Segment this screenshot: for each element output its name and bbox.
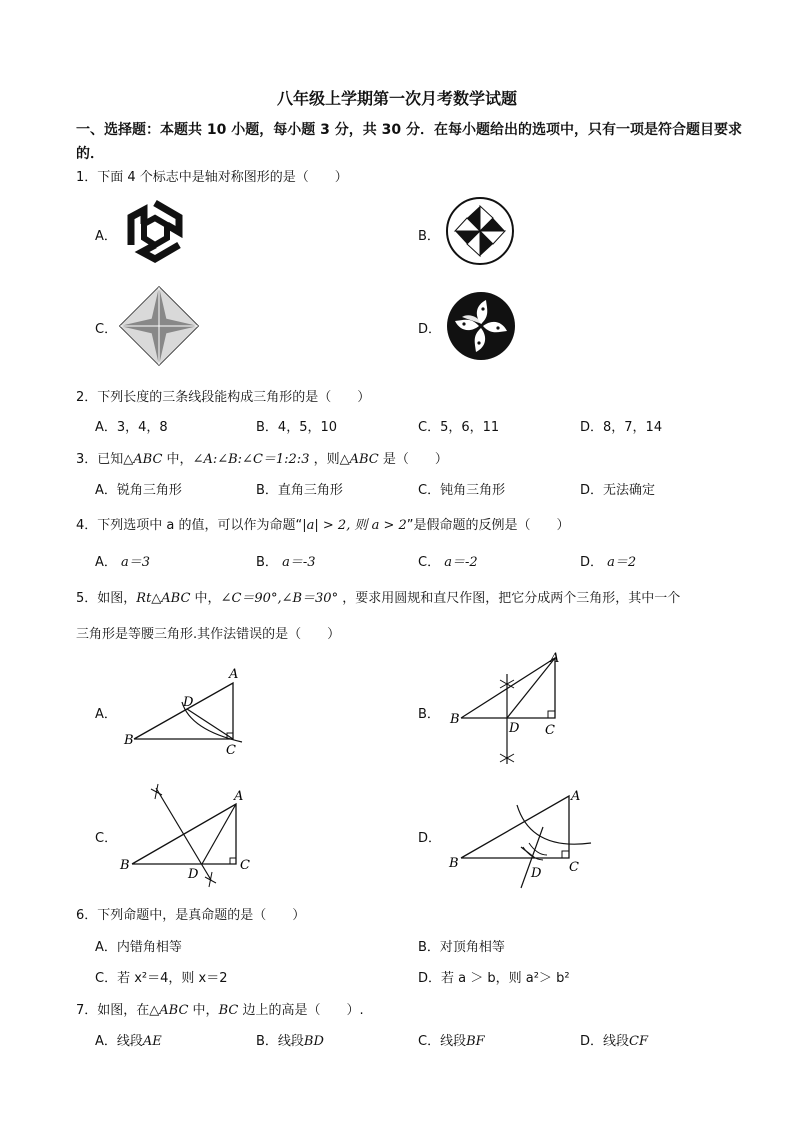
- fig-a-point-a: A: [229, 667, 239, 682]
- q3-option-d: D．无法确定: [580, 483, 656, 498]
- q5-option-a-label: A．: [95, 707, 117, 722]
- question-1-stem: 1．下面 4 个标志中是轴对称图形的是（ ）: [76, 170, 348, 185]
- q5-prefix: 5．如图，: [76, 591, 137, 606]
- q3-option-a: A．锐角三角形: [95, 483, 182, 498]
- interlocking-hexagon-logo-icon: [122, 198, 188, 264]
- q4-option-a-value: a＝3: [121, 555, 151, 570]
- fig-c-point-a: A: [234, 789, 244, 804]
- q2-option-a: A．3，4，8: [95, 420, 168, 435]
- q4-option-d-label: D．: [580, 555, 604, 570]
- q1-option-a-label: A．: [95, 229, 117, 244]
- q4-option-a: [95, 551, 150, 570]
- q6-option-a: A．内错角相等: [95, 940, 182, 955]
- q7-option-d-label: D．线段: [580, 1034, 630, 1049]
- section-heading: 一、选择题：本题共 10 小题，每小题 3 分，共 30 分．在每小题给出的选项中，只有一项是符合题目要求的．: [76, 122, 742, 162]
- fig-a-point-b: B: [124, 733, 134, 748]
- q4-condition: |a| > 2, 则 a > 2: [302, 518, 407, 533]
- q7-option-d-value: CF: [629, 1034, 648, 1049]
- fig-b-point-c: C: [545, 723, 555, 738]
- fig-a-point-c: C: [226, 743, 236, 758]
- q7-mid: 中，: [188, 1003, 219, 1018]
- q7-option-c: [418, 1030, 485, 1049]
- q2-option-b: B．4，5，10: [256, 420, 338, 435]
- diamond-quadrant-logo-icon: [118, 285, 200, 367]
- q3-mid2: ，则: [309, 452, 340, 467]
- q2-option-d: D．8，7，14: [580, 420, 663, 435]
- q4-option-d: [580, 551, 636, 570]
- q5-triangle: Rt△ABC: [136, 591, 191, 606]
- q3-prefix: 3．已知: [76, 452, 124, 467]
- q4-option-b: [256, 551, 315, 570]
- q4-prefix: 4．下列选项中 a 的值，可以作为命题“: [76, 518, 303, 533]
- q3-option-c: C．钝角三角形: [418, 483, 506, 498]
- q7-option-c-label: C．线段: [418, 1034, 467, 1049]
- q7-option-b-value: BD: [303, 1034, 324, 1049]
- q3-triangle: △ABC: [123, 452, 163, 467]
- q3-ratio: ∠A:∠B:∠C＝1:2:3: [192, 452, 310, 467]
- q4-option-b-label: B．: [256, 555, 278, 570]
- fig-c-point-b: B: [120, 858, 130, 873]
- q5-option-b-label: B．: [418, 707, 440, 722]
- q7-side: BC: [218, 1003, 239, 1018]
- fig-d-point-d: D: [531, 866, 542, 881]
- q3-option-b: B．直角三角形: [256, 483, 343, 498]
- q7-option-d: [580, 1030, 648, 1049]
- q4-option-c: [418, 551, 478, 570]
- q1-option-b-label: B．: [418, 229, 440, 244]
- q3-mid: 中，: [162, 452, 193, 467]
- question-5-stem-line1: [76, 587, 680, 606]
- q4-option-b-value: a＝-3: [282, 555, 316, 570]
- q4-option-d-value: a＝2: [607, 555, 637, 570]
- q5-mid: 中，: [190, 591, 221, 606]
- question-6-stem: 6．下列命题中，是真命题的是（ ）: [76, 908, 306, 923]
- q6-option-b: B．对顶角相等: [418, 940, 505, 955]
- question-3-stem: [76, 448, 448, 467]
- fig-a-point-d: D: [183, 695, 194, 710]
- fig-d-point-c: C: [569, 860, 579, 875]
- q2-option-c: C．5，6，11: [418, 420, 500, 435]
- fig-c-point-c: C: [240, 858, 250, 873]
- q5-angles: ∠C＝90°,∠B＝30°: [220, 591, 339, 606]
- fig-d-point-b: B: [449, 856, 459, 871]
- q7-option-b-label: B．线段: [256, 1034, 304, 1049]
- q7-triangle: △ABC: [149, 1003, 189, 1018]
- question-5-stem-line2: 三角形是等腰三角形.其作法错误的是（ ）: [76, 627, 341, 642]
- q5-figure-a: [120, 660, 250, 760]
- q1-option-d-label: D．: [418, 322, 442, 337]
- question-7-stem: [76, 999, 364, 1018]
- q7-option-a-value: AE: [142, 1034, 162, 1049]
- q6-option-c: C．若 x²＝4，则 x＝2: [95, 971, 228, 986]
- q5-option-c-label: C．: [95, 831, 118, 846]
- q5-option-d-label: D．: [418, 831, 442, 846]
- q5-figure-d: [445, 783, 600, 893]
- q7-suffix: 边上的高是（ ）.: [238, 1003, 364, 1018]
- q5-figure-b: [445, 646, 575, 770]
- q7-prefix: 7．如图，在: [76, 1003, 150, 1018]
- question-4-stem: [76, 514, 570, 533]
- fig-b-point-b: B: [450, 712, 460, 727]
- page-title: 八年级上学期第一次月考数学试题: [276, 89, 517, 108]
- bauhinia-flower-logo-icon: [446, 291, 516, 361]
- q7-option-c-value: BF: [466, 1034, 485, 1049]
- fig-d-point-a: A: [571, 789, 581, 804]
- q5-figure-c: [118, 780, 258, 890]
- pinwheel-circle-logo-icon: [445, 196, 515, 266]
- q4-option-c-label: C．: [418, 555, 441, 570]
- q4-option-a-label: A．: [95, 555, 117, 570]
- fig-c-point-d: D: [188, 867, 199, 882]
- q6-option-d: D．若 a ＞ b，则 a²＞ b²: [418, 971, 570, 986]
- q3-suffix: 是（ ）: [378, 452, 448, 467]
- fig-b-point-a: A: [550, 651, 560, 666]
- fig-b-point-d: D: [509, 721, 520, 736]
- q3-triangle-2: △ABC: [339, 452, 379, 467]
- q5-suffix: ，要求用圆规和直尺作图，把它分成两个三角形，其中一个: [338, 591, 681, 606]
- q7-option-b: [256, 1030, 324, 1049]
- q7-option-a: [95, 1030, 162, 1049]
- q1-option-c-label: C．: [95, 322, 118, 337]
- question-2-stem: 2．下列长度的三条线段能构成三角形的是（ ）: [76, 390, 371, 405]
- q4-suffix: ”是假命题的反例是（ ）: [406, 518, 570, 533]
- q7-option-a-label: A．线段: [95, 1034, 143, 1049]
- q4-option-c-value: a＝-2: [444, 555, 478, 570]
